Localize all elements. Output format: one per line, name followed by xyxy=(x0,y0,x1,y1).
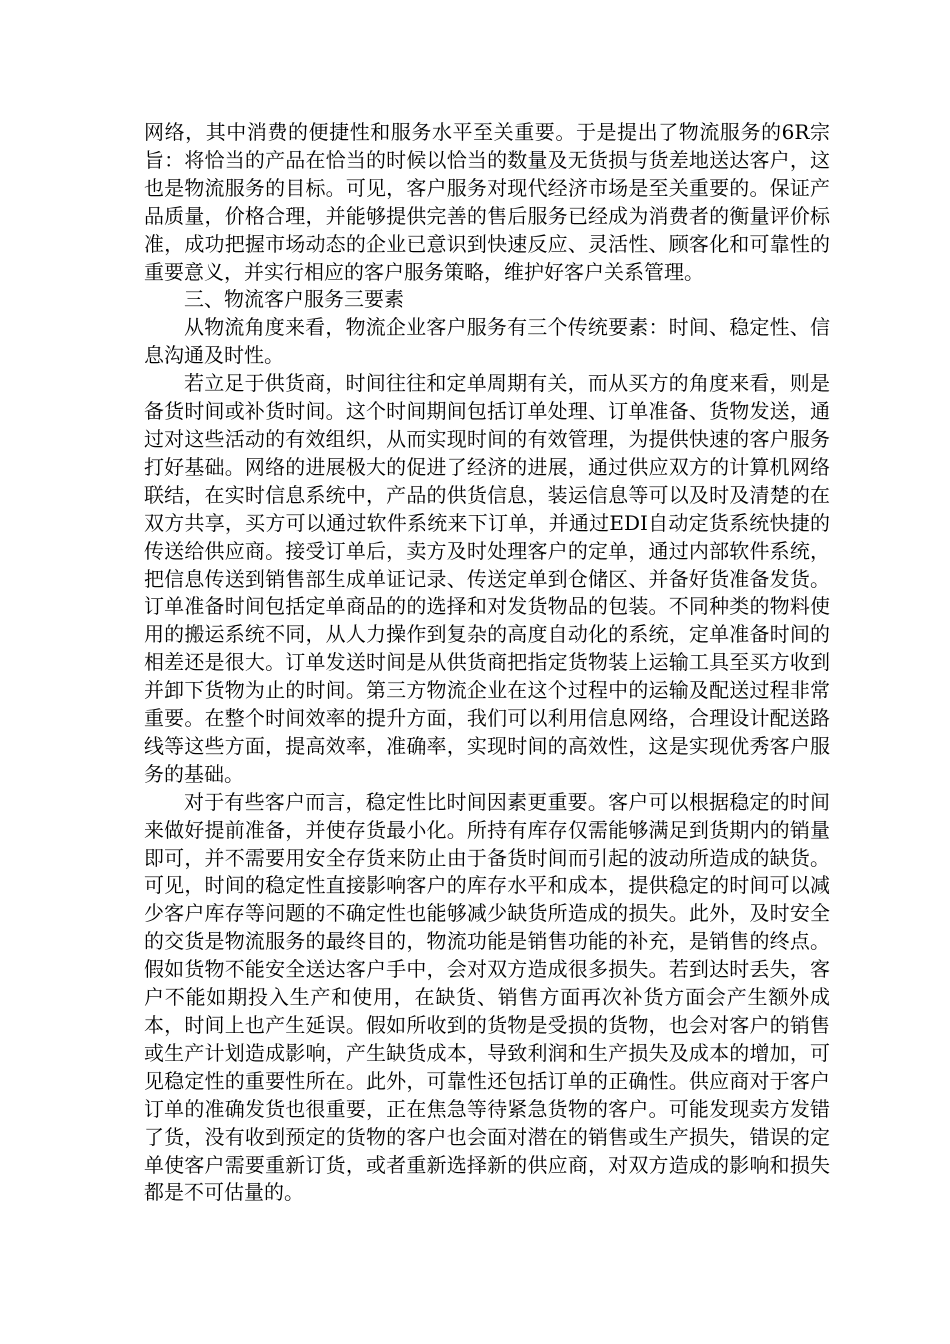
document-body xyxy=(144,119,830,1207)
paragraph-continuation: 网络，其中消费的便捷性和服务水平至关重要。于是提出了物流服务的6R宗旨：将恰当的产品在恰当的时候以恰当的数量及无货损与货差地送达客户，这也是物流服务的目标。可见，客户服务对现代经济市场是至关重要的。保证产品质量，价格合理，并能够提供完善的售后服务已经成为消费者的衡量评价标准，成功把握市场动态的企业已意识到快速反应、灵活性、顾客化和可靠性的重要意义，并实行相应的客户服务策略，维护好客户关系管理。 xyxy=(144,120,830,284)
paragraph-three-elements: 从物流角度来看，物流企业客户服务有三个传统要素：时间、稳定性、信息沟通及时性。 xyxy=(144,315,830,368)
paragraph-time: 若立足于供货商，时间往往和定单周期有关，而从买方的角度来看，则是备货时间或补货时间。这个时间期间包括订单处理、订单准备、货物发送，通过对这些活动的有效组织，从而实现时间的有效管理，为提供快速的客户服务打好基础。网络的进展极大的促进了经济的进展，通过供应双方的计算机网络联结，在实时信息系统中，产品的供货信息，装运信息等可以及时及清楚的在双方共享，买方可以通过软件系统来下订单，并通过EDI自动定货系统快捷的传送给供应商。接受订单后，卖方及时处理客户的定单，通过内部软件系统，把信息传送到销售部生成单证记录、传送定单到仓储区、并备好货准备发货。订单准备时间包括定单商品的的选择和对发货物品的包装。不同种类的物料使用的搬运系统不同，从人力操作到复杂的高度自动化的系统，定单准备时间的相差还是很大。订单发送时间是从供货商把指定货物装上运输工具至买方收到并卸下货物为止的时间。第三方物流企业在这个过程中的运输及配送过程非常重要。在整个时间效率的提升方面，我们可以利用信息网络，合理设计配送路线等这些方面，提高效率，准确率，实现时间的高效性，这是实现优秀客户服务的基础。 xyxy=(144,371,830,786)
paragraph-stability: 对于有些客户而言，稳定性比时间因素更重要。客户可以根据稳定的时间来做好提前准备，并使存货最小化。所持有库存仅需能够满足到货期内的销量即可，并不需要用安全存货来防止由于备货时间而引起的波动所造成的缺货。可见，时间的稳定性直接影响客户的库存水平和成本，提供稳定的时间可以减少客户库存等问题的不确定性也能够减少缺货所造成的损失。此外，及时安全的交货是物流服务的最终目的，物流功能是销售功能的补充，是销售的终点。假如货物不能安全送达客户手中，会对双方造成很多损失。若到达时丢失，客户不能如期投入生产和使用，在缺货、销售方面再次补货方面会产生额外成本，时间上也产生延误。假如所收到的货物是受损的货物，也会对客户的销售或生产计划造成影响，产生缺货成本，导致利润和生产损失及成本的增加，可见稳定性的重要性所在。此外，可靠性还包括订单的正确性。供应商对于客户订单的准确发货也很重要，正在焦急等待紧急货物的客户。可能发现卖方发错了货，没有收到预定的货物的客户也会面对潜在的销售或生产损失，错误的定单使客户需要重新订货，或者重新选择新的供应商，对双方造成的影响和损失都是不可估量的。 xyxy=(144,789,830,1205)
section-heading: 三、物流客户服务三要素 xyxy=(184,287,404,312)
